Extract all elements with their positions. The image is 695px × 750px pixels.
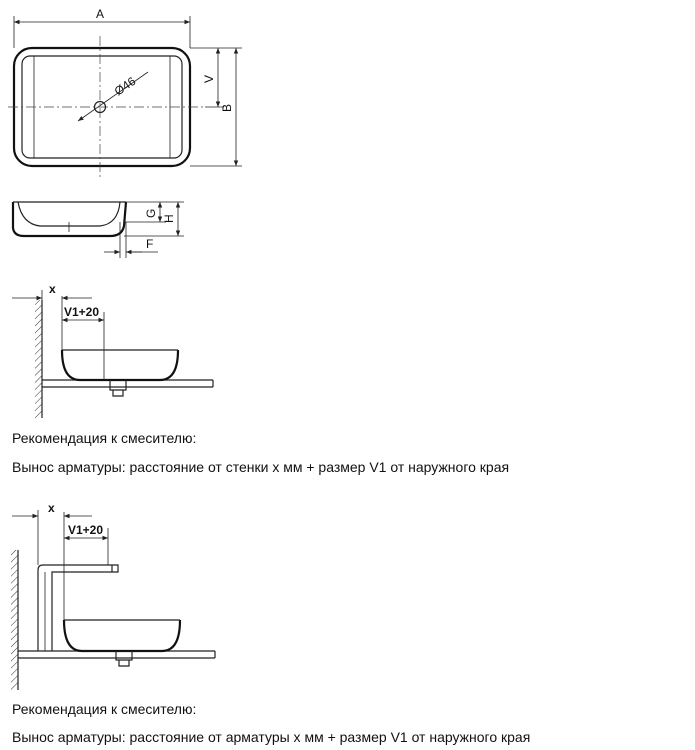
side-view <box>13 202 184 258</box>
dimension-x-label: x <box>49 282 56 296</box>
dimension-a-label: A <box>96 7 105 21</box>
wall-hatch <box>11 550 18 690</box>
wall-hatch <box>35 300 42 418</box>
dimension-x-label: x <box>48 501 55 515</box>
dimension-g-label: G <box>144 208 158 218</box>
dimension-v1-label: V1+20 <box>64 305 100 319</box>
hole-diameter-label: Ø46 <box>111 73 139 99</box>
basin-section <box>62 350 178 380</box>
mount-diagram-faucet <box>11 501 215 690</box>
dimension-v1-label: V1+20 <box>68 523 104 537</box>
basin-profile-outer <box>13 202 126 236</box>
mixer-recommendation-text-1: Вынос арматуры: расстояние от стенки x мм + размер V1 от наружного края <box>12 459 510 475</box>
mixer-recommendation-text-2: Вынос арматуры: расстояние от арматуры x мм + размер V1 от наружного края <box>12 729 531 745</box>
dimension-v-label: V <box>202 74 216 83</box>
mount-diagram-wall <box>12 282 213 418</box>
dimension-b-label: B <box>220 103 234 112</box>
faucet-body <box>38 565 118 651</box>
dimension-f-label: F <box>146 237 154 251</box>
mixer-recommendation-title-2: Рекомендация к смесителю: <box>12 701 197 717</box>
drain-fitting <box>110 380 126 396</box>
hole-leader <box>78 72 148 121</box>
dimension-h-label: H <box>162 214 176 223</box>
top-view <box>8 7 242 178</box>
mixer-recommendation-title-1: Рекомендация к смесителю: <box>12 430 197 446</box>
basin-section <box>64 620 180 651</box>
